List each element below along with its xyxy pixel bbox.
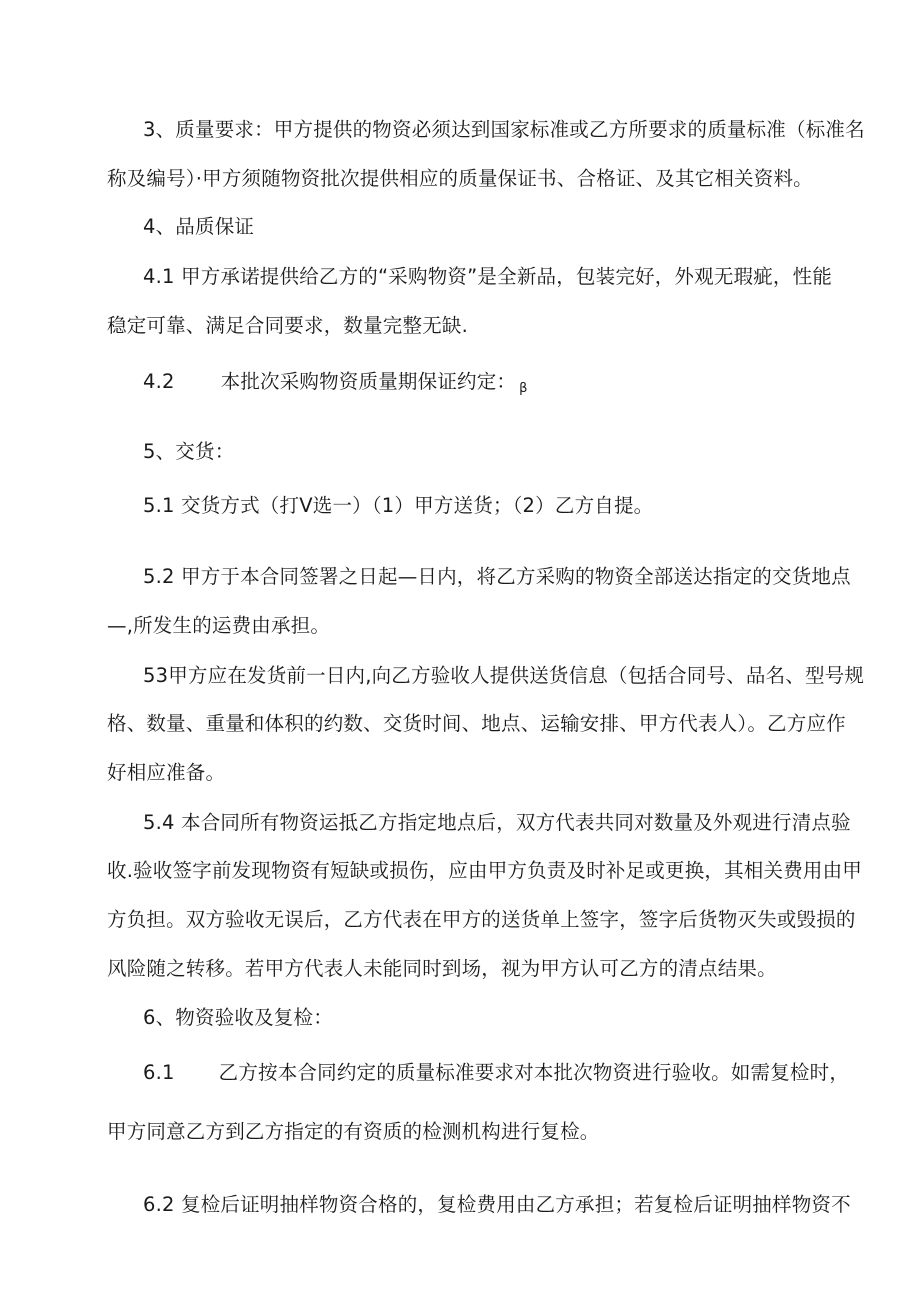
para-3-line-1: 3、质量要求：甲方提供的物资必须达到国家标准或乙方所要求的质量标准（标准名: [143, 118, 865, 141]
para-5-3-line-3: 好相应准备。: [107, 761, 226, 784]
para-6-1-line-1: [143, 1061, 882, 1085]
para-5-3-line-1: 53甲方应在发货前一日内,向乙方验收人提供送货信息（包括合同号、品名、型号规: [143, 664, 865, 687]
para-5-1: 5.1 交货方式（打V选一）（1）甲方送货；（2）乙方自提。: [143, 494, 654, 517]
para-5-4-line-1: 5.4 本合同所有物资运抵乙方指定地点后，双方代表共同对数量及外观进行清点验: [143, 811, 851, 834]
para-6-2-line-1: 6.2 复检后证明抽样物资合格的，复检费用由乙方承担；若复检后证明抽样物资不: [143, 1193, 851, 1216]
para-5-2-line-1: 5.2 甲方于本合同签署之日起—日内，将乙方采购的物资全部送达指定的交货地点: [143, 565, 851, 588]
para-5-4-line-4: 风险随之转移。若甲方代表人未能同时到场，视为甲方认可乙方的清点结果。: [107, 957, 777, 980]
para-6-1-text: 乙方按本合同约定的质量标准要求对本批次物资进行验收。如需复检时，: [218, 1061, 850, 1084]
para-5-4-line-3: 方负担。双方验收无误后，乙方代表在甲方的送货单上签字，签字后货物灭失或毁损的: [107, 908, 856, 931]
para-4-2-mark: β: [519, 381, 528, 396]
para-5-3-line-2: 格、数量、重量和体积的约数、交货时间、地点、运输安排、甲方代表人）。乙方应作: [107, 712, 846, 735]
section-5-heading: 5、交货：: [143, 440, 235, 463]
para-6-1-line-2: 甲方同意乙方到乙方指定的有资质的检测机构进行复检。: [107, 1120, 600, 1143]
para-4-1-line-1: 4.1 甲方承诺提供给乙方的“采购物资”是全新品，包装完好，外观无瑕疵，性能: [143, 265, 833, 288]
para-4-2: [143, 370, 882, 401]
para-4-2-text: 本批次采购物资质量期保证约定：: [220, 370, 517, 393]
para-3-line-2: 称及编号）·甲方须随物资批次提供相应的质量保证书、合格证、及其它相关资料。: [107, 167, 813, 190]
para-4-2-number: 4.2: [143, 370, 175, 393]
para-6-1-number: 6.1: [143, 1061, 175, 1084]
para-5-4-line-2: 收.验收签字前发现物资有短缺或损伤，应由甲方负责及时补足或更换，其相关费用由甲: [107, 859, 862, 882]
section-6-heading: 6、物资验收及复检：: [143, 1006, 333, 1029]
para-5-2-line-2: —,所发生的运费由承担。: [107, 614, 331, 637]
section-4-heading: 4、品质保证: [143, 215, 255, 238]
para-4-1-line-2: 稳定可靠、满足合同要求，数量完整无缺.: [107, 314, 468, 337]
